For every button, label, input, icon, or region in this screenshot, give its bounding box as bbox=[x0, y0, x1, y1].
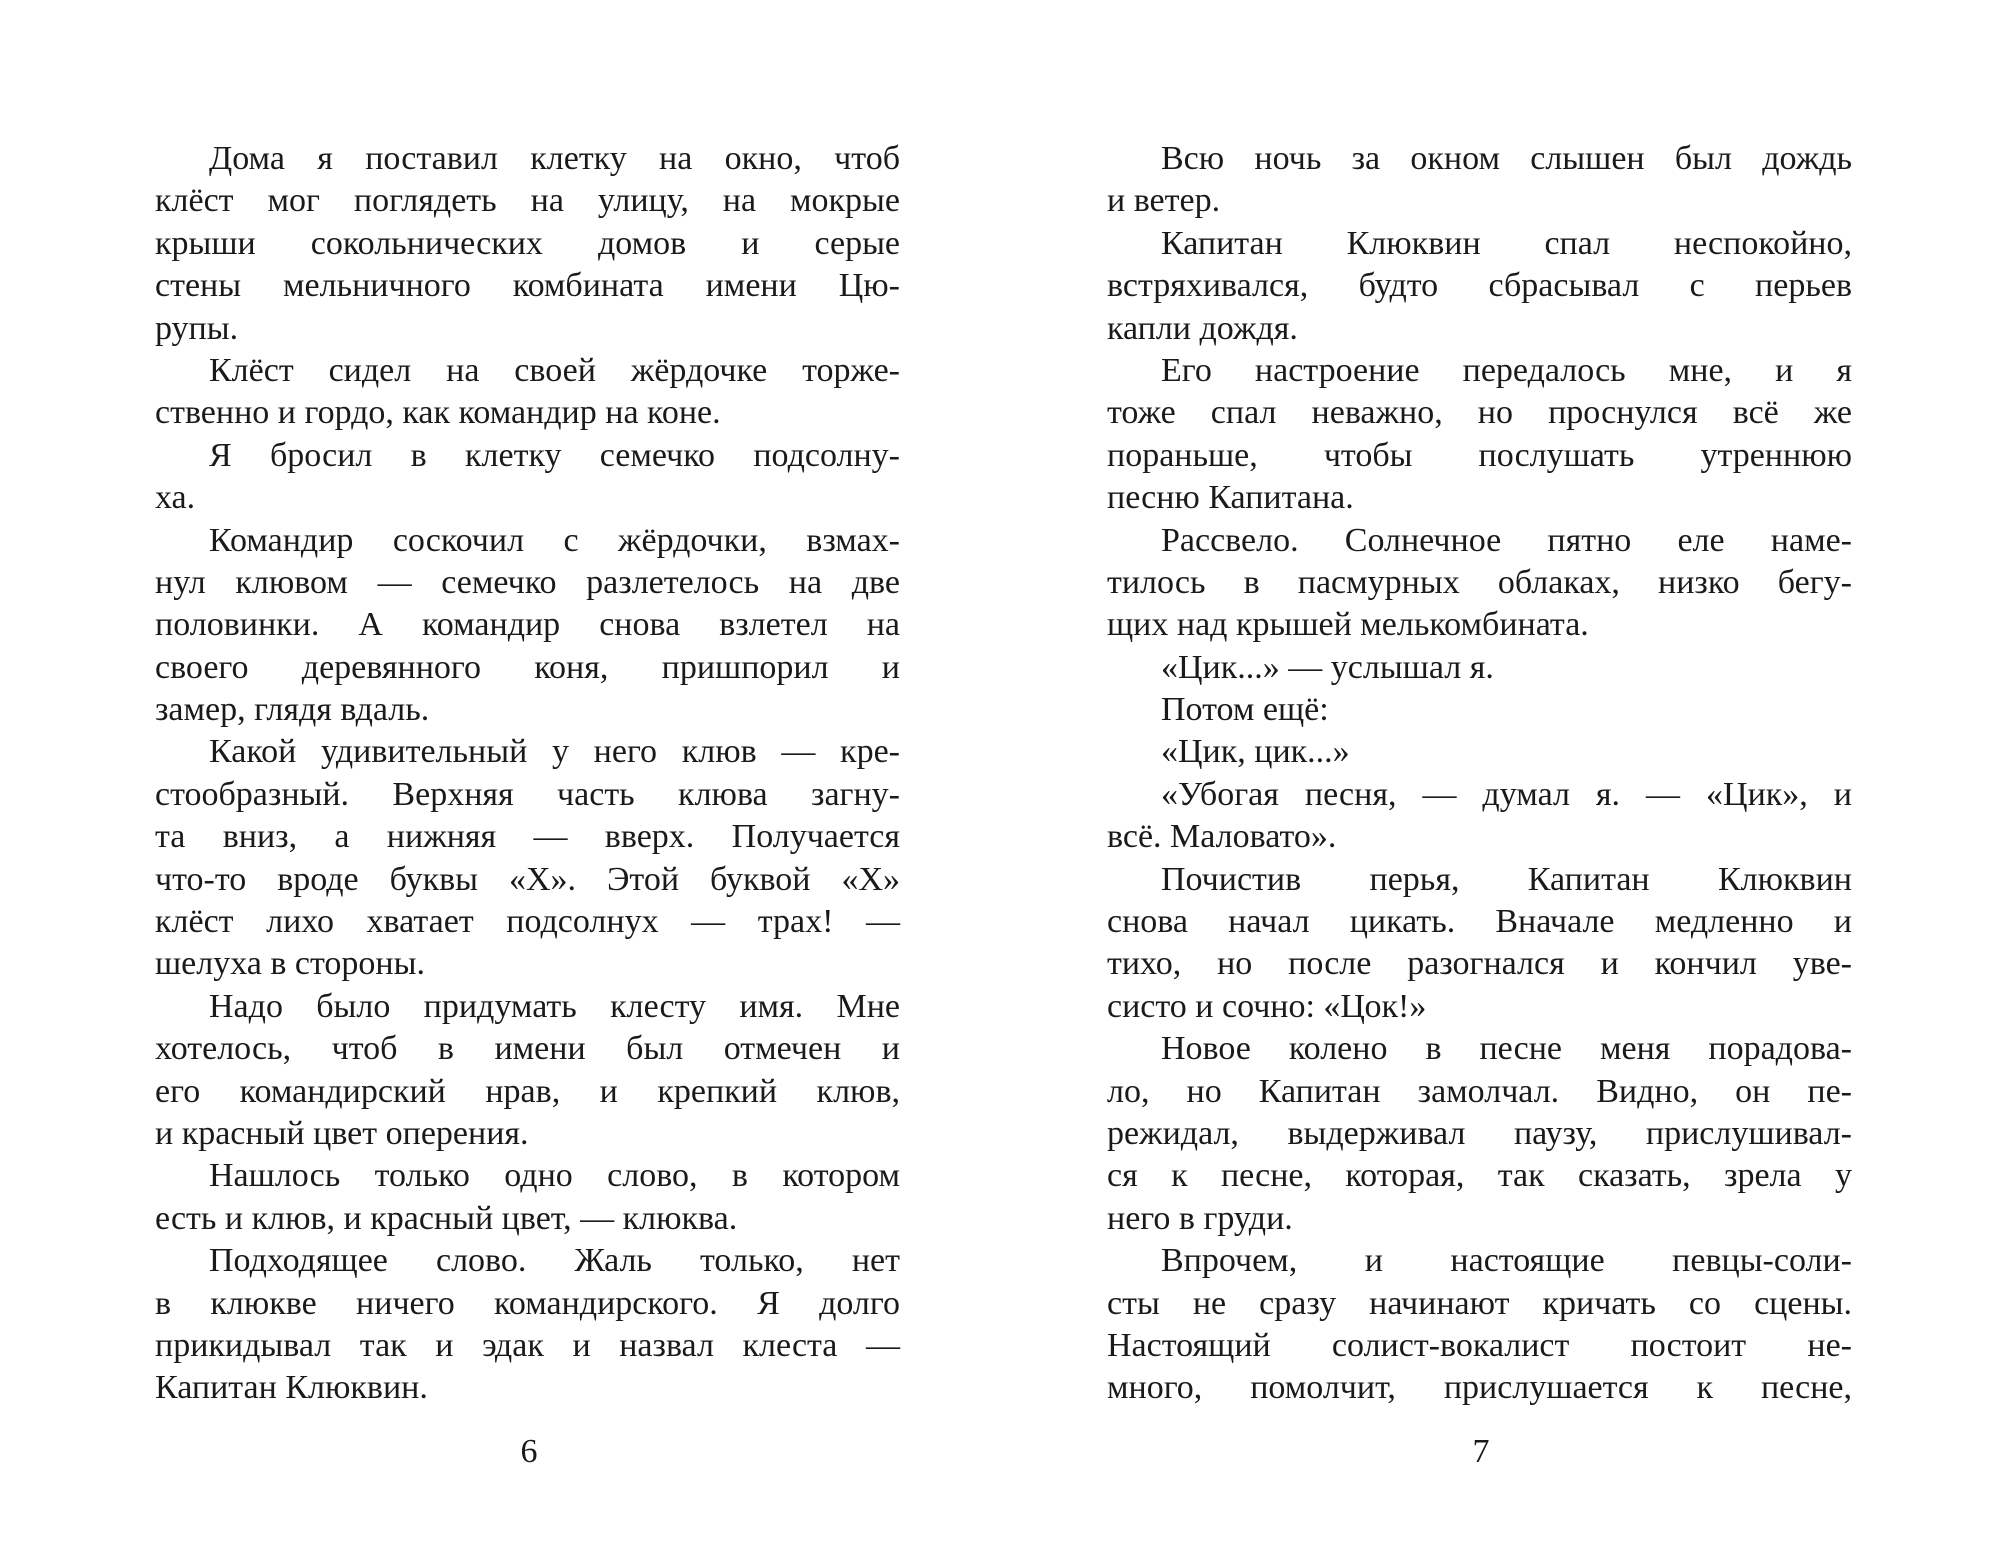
text-line: Впрочем, и настоящие певцы-соли- bbox=[1161, 1242, 1852, 1280]
text-line: Подходящее слово. Жаль только, нет bbox=[209, 1242, 900, 1280]
text-line: Новое колено в песне меня порадова- bbox=[1161, 1030, 1852, 1068]
text-line: систо и сочно: «Цок!» bbox=[1107, 987, 1427, 1025]
text-line: Всю ночь за окном слышен был дождь bbox=[1161, 140, 1852, 177]
left-page bbox=[155, 138, 900, 1410]
text-line: песню Капитана. bbox=[1107, 479, 1354, 517]
left-page-number: 6 bbox=[520, 1433, 538, 1470]
text-line: ся к песне, которая, так сказать, зрела у bbox=[1107, 1157, 1852, 1195]
text-line: всё. Маловато». bbox=[1107, 818, 1337, 856]
text-line: его командирский нрав, и крепкий клюв, bbox=[155, 1072, 900, 1110]
text-line: тихо, но после разогнался и кончил уве- bbox=[1107, 945, 1852, 983]
text-line: нул клювом — семечко разлетелось на две bbox=[155, 563, 900, 601]
text-line: Его настроение передалось мне, и я bbox=[1161, 351, 1852, 389]
text-line: много, помолчит, прислушается к песне, bbox=[1107, 1369, 1852, 1407]
text-line: прикидывал так и эдак и назвал клеста — bbox=[155, 1326, 900, 1364]
right-page-text bbox=[1107, 138, 1852, 1410]
text-line: него в груди. bbox=[1107, 1199, 1293, 1237]
text-line: стены мельничного комбината имени Цю- bbox=[155, 267, 900, 305]
text-line: и ветер. bbox=[1107, 182, 1221, 220]
text-line: встряхивался, будто сбрасывал с перьев bbox=[1107, 267, 1852, 305]
text-line: Я бросил в клетку семечко подсолну- bbox=[209, 436, 900, 474]
text-line: ха. bbox=[155, 479, 196, 517]
text-line: Рассвело. Солнечное пятно еле наме- bbox=[1161, 521, 1852, 559]
text-line: половинки. А командир снова взлетел на bbox=[155, 606, 900, 644]
text-line: Нашлось только одно слово, в котором bbox=[209, 1157, 900, 1195]
text-line: «Цик, цик...» bbox=[1161, 733, 1350, 771]
text-line: Дома я поставил клетку на окно, чтоб bbox=[209, 140, 900, 177]
text-line: снова начал цикать. Вначале медленно и bbox=[1107, 903, 1852, 941]
left-page-text bbox=[155, 138, 900, 1410]
text-line: Капитан Клюквин спал неспокойно, bbox=[1161, 224, 1852, 262]
text-line: хотелось, чтоб в имени был отмечен и bbox=[155, 1030, 900, 1068]
text-line: замер, глядя вдаль. bbox=[155, 691, 430, 729]
text-line: капли дождя. bbox=[1107, 309, 1298, 347]
text-line: тоже спал неважно, но проснулся всё же bbox=[1107, 394, 1852, 432]
text-line: «Цик...» — услышал я. bbox=[1161, 648, 1494, 686]
text-line: что-то вроде буквы «Х». Этой буквой «Х» bbox=[155, 860, 900, 898]
text-line: та вниз, а нижняя — вверх. Получается bbox=[155, 818, 900, 856]
text-line: Командир соскочил с жёрдочки, взмах- bbox=[209, 521, 900, 559]
right-page bbox=[1107, 138, 1852, 1410]
text-line: своего деревянного коня, пришпорил и bbox=[155, 648, 900, 686]
text-line: Клёст сидел на своей жёрдочке торже- bbox=[209, 351, 900, 389]
text-line: Капитан Клюквин. bbox=[155, 1369, 428, 1407]
text-line: шелуха в стороны. bbox=[155, 945, 425, 983]
text-line: клёст лихо хватает подсолнух — трах! — bbox=[155, 903, 900, 941]
text-line: клёст мог поглядеть на улицу, на мокрые bbox=[155, 182, 900, 220]
text-line: есть и клюв, и красный цвет, — клюква. bbox=[155, 1199, 738, 1237]
text-line: Надо было придумать клесту имя. Мне bbox=[209, 987, 900, 1025]
right-page-number: 7 bbox=[1472, 1433, 1490, 1470]
text-line: и красный цвет оперения. bbox=[155, 1114, 529, 1152]
text-line: пораньше, чтобы послушать утреннюю bbox=[1107, 436, 1852, 474]
text-line: в клюкве ничего командирского. Я долго bbox=[155, 1284, 900, 1322]
text-line: Настоящий солист-вокалист постоит не- bbox=[1107, 1326, 1852, 1364]
text-line: крыши сокольнических домов и серые bbox=[155, 224, 900, 262]
text-line: ло, но Капитан замолчал. Видно, он пе- bbox=[1107, 1072, 1852, 1110]
text-line: тилось в пасмурных облаках, низко бегу- bbox=[1107, 563, 1852, 601]
text-line: ственно и гордо, как командир на коне. bbox=[155, 394, 721, 432]
text-line: «Убогая песня, — думал я. — «Цик», и bbox=[1161, 775, 1852, 813]
text-line: стообразный. Верхняя часть клюва загну- bbox=[155, 775, 900, 813]
text-line: рупы. bbox=[155, 309, 239, 347]
text-line: режидал, выдерживал паузу, прислушивал- bbox=[1107, 1114, 1852, 1152]
text-line: Какой удивительный у него клюв — кре- bbox=[209, 733, 900, 771]
text-line: сты не сразу начинают кричать со сцены. bbox=[1107, 1284, 1852, 1322]
text-line: Почистив перья, Капитан Клюквин bbox=[1161, 860, 1852, 898]
text-line: щих над крышей мелькомбината. bbox=[1107, 606, 1589, 644]
text-line: Потом ещё: bbox=[1161, 691, 1329, 729]
